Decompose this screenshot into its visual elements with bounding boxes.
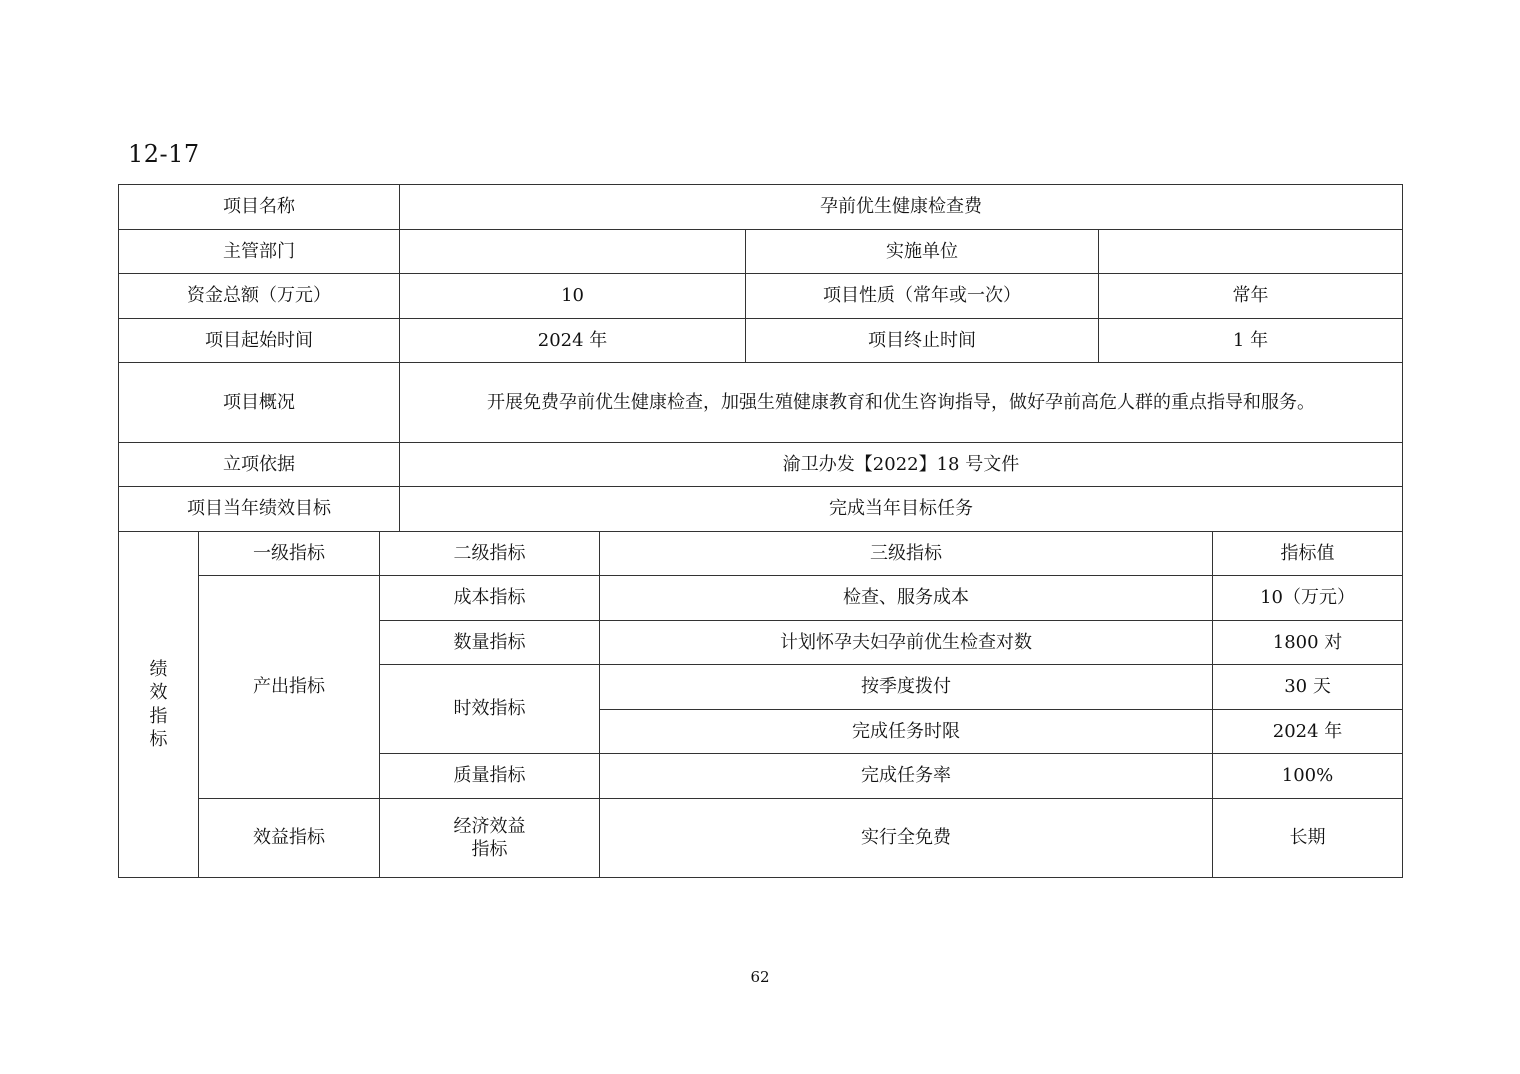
table-row (119, 576, 1403, 621)
basis-label: 立项依据 (119, 443, 400, 487)
timeliness-value-2: 2024 年 (1213, 710, 1403, 754)
annual-goal-label: 项目当年绩效目标 (119, 487, 400, 532)
start-time-value: 2024 年 (400, 319, 746, 363)
header-level3: 三级指标 (600, 532, 1213, 576)
row-basis (119, 443, 1403, 487)
project-nature-value: 常年 (1099, 274, 1403, 319)
quantity-indicator-detail: 计划怀孕夫妇孕前优生检查对数 (600, 621, 1213, 665)
page-code: 12-17 (128, 140, 200, 168)
project-name-value: 孕前优生健康检查费 (400, 185, 1403, 230)
row-annual-goal (119, 487, 1403, 532)
section-char: 效 (149, 682, 168, 704)
row-project-name (119, 185, 1403, 230)
header-level1: 一级指标 (199, 532, 380, 576)
quality-indicator-value: 100% (1213, 754, 1403, 799)
timeliness-detail-1: 按季度拨付 (600, 665, 1213, 710)
project-performance-table (118, 184, 1403, 878)
row-overview (119, 363, 1403, 443)
annual-goal-value: 完成当年目标任务 (400, 487, 1403, 532)
overview-label: 项目概况 (119, 363, 400, 443)
economic-indicator-line1: 经济效益 (453, 815, 526, 837)
economic-indicator-detail: 实行全免费 (600, 799, 1213, 878)
section-char: 指 (149, 705, 168, 727)
start-time-label: 项目起始时间 (119, 319, 400, 363)
quantity-indicator-value: 1800 对 (1213, 621, 1403, 665)
quantity-indicator-label: 数量指标 (380, 621, 600, 665)
performance-indicators-label (119, 532, 199, 878)
end-time-value: 1 年 (1099, 319, 1403, 363)
economic-indicator-label (380, 799, 600, 878)
fund-total-value: 10 (400, 274, 746, 319)
timeliness-detail-2: 完成任务时限 (600, 710, 1213, 754)
timeliness-value-1: 30 天 (1213, 665, 1403, 710)
cost-indicator-value: 10（万元） (1213, 576, 1403, 621)
implementing-unit-label: 实施单位 (746, 230, 1099, 274)
basis-value: 渝卫办发【2022】18 号文件 (400, 443, 1403, 487)
row-time (119, 319, 1403, 363)
quality-indicator-detail: 完成任务率 (600, 754, 1213, 799)
project-name-label: 项目名称 (119, 185, 400, 230)
row-indicator-header (119, 532, 1403, 576)
timeliness-indicator-label: 时效指标 (380, 665, 600, 754)
department-label: 主管部门 (119, 230, 400, 274)
end-time-label: 项目终止时间 (746, 319, 1099, 363)
benefit-indicator-label: 效益指标 (199, 799, 380, 878)
section-char: 标 (149, 728, 168, 750)
header-value: 指标值 (1213, 532, 1403, 576)
row-fund (119, 274, 1403, 319)
cost-indicator-detail: 检查、服务成本 (600, 576, 1213, 621)
row-department (119, 230, 1403, 274)
project-nature-label: 项目性质（常年或一次） (746, 274, 1099, 319)
output-indicator-label: 产出指标 (199, 576, 380, 799)
quality-indicator-label: 质量指标 (380, 754, 600, 799)
page-number: 62 (750, 968, 770, 986)
cost-indicator-label: 成本指标 (380, 576, 600, 621)
header-level2: 二级指标 (380, 532, 600, 576)
economic-indicator-value: 长期 (1213, 799, 1403, 878)
table-row (119, 799, 1403, 878)
fund-total-label: 资金总额（万元） (119, 274, 400, 319)
section-char: 绩 (149, 658, 168, 680)
overview-value: 开展免费孕前优生健康检查，加强生殖健康教育和优生咨询指导，做好孕前高危人群的重点指导和服务。 (400, 363, 1403, 443)
implementing-unit-value (1099, 230, 1403, 274)
economic-indicator-line2: 指标 (471, 839, 508, 860)
department-value (400, 230, 746, 274)
